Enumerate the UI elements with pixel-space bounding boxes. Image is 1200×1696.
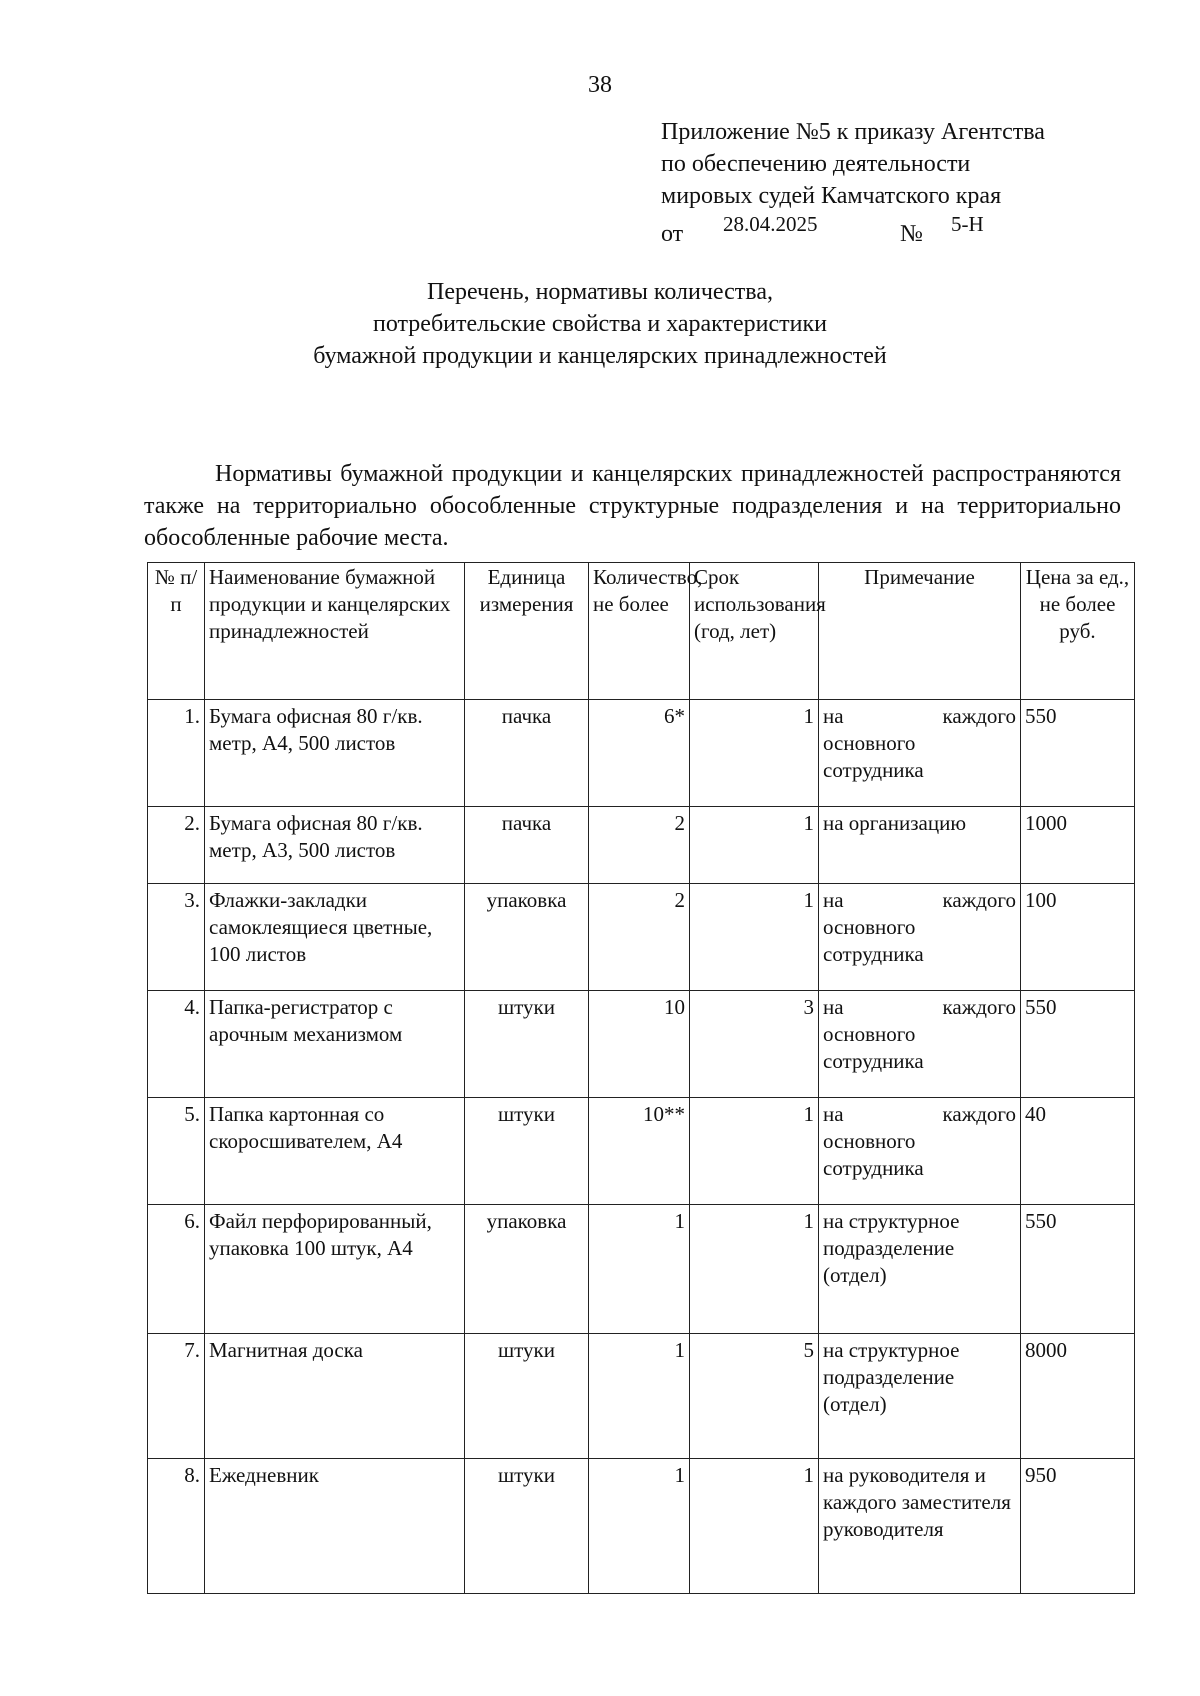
cell-qty: 1 [589,1205,690,1334]
table-row [148,991,1135,1098]
cell-price: 950 [1021,1459,1135,1594]
cell-price: 550 [1021,1205,1135,1334]
page-number: 38 [588,72,612,98]
table-header-row [148,563,1135,700]
cell-num: 2. [148,807,205,884]
cell-unit: пачка [465,807,589,884]
title-line-3: бумажной продукции и канцелярских принадлежностей [313,343,887,369]
table-row [148,1334,1135,1459]
cell-note: на структурное подразделение (отдел) [819,1205,1021,1334]
header-price: Цена за ед., не более руб. [1021,563,1135,700]
table-row [148,1098,1135,1205]
cell-qty: 2 [589,807,690,884]
table-row [148,807,1135,884]
title-line-1: Перечень, нормативы количества, [427,279,773,305]
cell-price: 100 [1021,884,1135,991]
appendix-block [661,116,1045,247]
cell-term: 1 [690,1098,819,1205]
cell-unit: пачка [465,700,589,807]
cell-term: 1 [690,884,819,991]
cell-qty: 10 [589,991,690,1098]
cell-price: 550 [1021,991,1135,1098]
table-row [148,1205,1135,1334]
appendix-date-line [661,212,1045,247]
cell-unit: штуки [465,1334,589,1459]
cell-unit: упаковка [465,884,589,991]
cell-unit: штуки [465,1459,589,1594]
cell-note: на каждого основного сотрудника [819,1098,1021,1205]
header-note: Примечание [819,563,1021,700]
cell-num: 1. [148,700,205,807]
cell-name: Флажки-закладки самоклеящиеся цветные, 100 листов [205,884,465,991]
cell-term: 3 [690,991,819,1098]
cell-qty: 10** [589,1098,690,1205]
header-name: Наименование бумажной продукции и канцелярских принадлежностей [205,563,465,700]
cell-num: 4. [148,991,205,1098]
cell-price: 8000 [1021,1334,1135,1459]
cell-name: Ежедневник [205,1459,465,1594]
cell-name: Папка-регистратор с арочным механизмом [205,991,465,1098]
order-date: 28.04.2025 [723,212,818,236]
appendix-line-1: Приложение №5 к приказу Агентства [661,119,1045,145]
intro-paragraph: Нормативы бумажной продукции и канцелярских принадлежностей распространяются также на территориально обособленные структурные подразделения и на территориально обособленные рабочие места. [144,461,1121,551]
cell-term: 1 [690,1459,819,1594]
cell-qty: 6* [589,700,690,807]
order-number: 5-Н [951,212,984,236]
cell-qty: 1 [589,1334,690,1459]
cell-note: на руководителя и каждого заместителя руководителя [819,1459,1021,1594]
cell-price: 550 [1021,700,1135,807]
header-num: № п/п [148,563,205,700]
cell-term: 1 [690,1205,819,1334]
table-row [148,1459,1135,1594]
title-line-2: потребительские свойства и характеристики [372,311,827,337]
cell-note: на каждого основного сотрудника [819,884,1021,991]
cell-note: на организацию [819,807,1021,884]
cell-note: на каждого основного сотрудника [819,700,1021,807]
cell-term: 1 [690,807,819,884]
cell-num: 7. [148,1334,205,1459]
cell-qty: 1 [589,1459,690,1594]
cell-num: 3. [148,884,205,991]
appendix-line-3: мировых судей Камчатского края [661,183,1002,209]
cell-name: Бумага офисная 80 г/кв. метр, А3, 500 листов [205,807,465,884]
table-row [148,884,1135,991]
header-unit: Единица измерения [465,563,589,700]
cell-name: Бумага офисная 80 г/кв. метр, А4, 500 листов [205,700,465,807]
number-label: № [900,221,923,247]
cell-unit: штуки [465,1098,589,1205]
cell-num: 5. [148,1098,205,1205]
cell-num: 8. [148,1459,205,1594]
document-title [0,276,1200,372]
cell-name: Папка картонная со скоросшивателем, А4 [205,1098,465,1205]
cell-qty: 2 [589,884,690,991]
norms-table [147,562,1135,1594]
cell-unit: упаковка [465,1205,589,1334]
appendix-line-2: по обеспечению деятельности [661,151,971,177]
cell-name: Магнитная доска [205,1334,465,1459]
header-qty: Количество, не более [589,563,690,700]
header-term: Срок использования (год, лет) [690,563,819,700]
cell-note: на структурное подразделение (отдел) [819,1334,1021,1459]
cell-term: 5 [690,1334,819,1459]
cell-price: 1000 [1021,807,1135,884]
table-row [148,700,1135,807]
from-label: от [661,221,684,247]
cell-note: на каждого основного сотрудника [819,991,1021,1098]
cell-num: 6. [148,1205,205,1334]
cell-name: Файл перфорированный, упаковка 100 штук, А4 [205,1205,465,1334]
cell-unit: штуки [465,991,589,1098]
cell-price: 40 [1021,1098,1135,1205]
cell-term: 1 [690,700,819,807]
